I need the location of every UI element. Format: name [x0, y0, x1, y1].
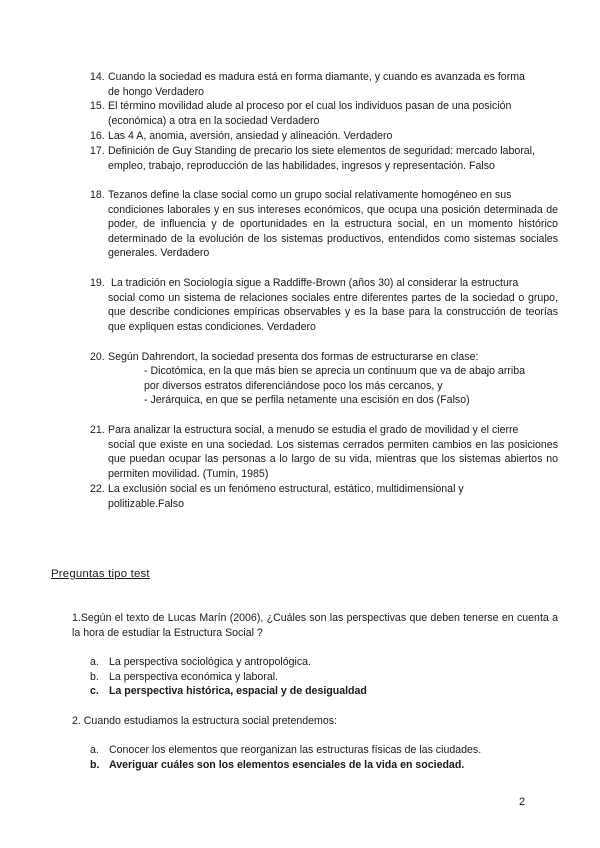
item-20-subpoint-a: - Dicotómica, en la que más bien se aprecia un continuum que va de abajo arriba — [144, 365, 526, 377]
item-number: 16. — [90, 130, 105, 142]
question-1-option-c — [90, 684, 558, 699]
option-text: Averiguar cuáles son los elementos esenciales de la vida en sociedad. — [109, 759, 465, 771]
list-item-19 — [90, 276, 558, 334]
item-text-continued: social que existe en una sociedad. Los sistemas cerrados permiten cambios en las posiciones que puedan ocupar las personas a lo largo de su vida, mientras que los sistemas abiertos no permiten movilidad. (Tumin, 1985) — [108, 438, 558, 480]
item-text-continued: empleo, trabajo, reproducción de las habilidades, ingresos y representación. Falso — [108, 159, 495, 172]
item-text-continued: politizable.Falso — [108, 497, 184, 510]
item-number: 14. — [90, 71, 105, 83]
item-text-continued: (económica) a otra en la sociedad Verdadero — [108, 114, 320, 127]
item-text: Para analizar la estructura social, a menudo se estudia el grado de movilidad y el cierre — [108, 424, 519, 436]
item-number: 21. — [90, 424, 105, 436]
list-item-18 — [90, 188, 558, 261]
item-text: Tezanos define la clase social como un grupo social relativamente homogéneo en sus — [108, 189, 512, 201]
option-text: La perspectiva económica y laboral. — [109, 671, 279, 683]
item-number: 18. — [90, 189, 105, 201]
list-item-21 — [90, 423, 558, 481]
option-text: La perspectiva histórica, espacial y de desigualdad — [109, 685, 367, 697]
list-item-20 — [90, 350, 558, 365]
item-text: Definición de Guy Standing de precario los siete elementos de seguridad: mercado laboral, — [108, 145, 535, 157]
option-letter: b. — [90, 671, 99, 683]
item-number: 19. — [90, 277, 105, 289]
list-item-14 — [90, 70, 558, 99]
item-number: 22. — [90, 483, 105, 495]
option-letter: a. — [90, 744, 99, 756]
item-20-subpoint-a-cont: por diversos estratos diferenciándose poco los más cercanos, y — [144, 380, 443, 392]
section-title: Preguntas tipo test — [51, 568, 150, 580]
option-letter: b. — [90, 759, 100, 771]
item-text: Según Dahrendort, la sociedad presenta dos formas de estructurarse en clase: — [108, 351, 479, 363]
list-item-22 — [90, 482, 558, 511]
item-number: 20. — [90, 351, 105, 363]
item-text-continued: de hongo Verdadero — [108, 85, 205, 98]
item-text-continued: condiciones laborales y en sus intereses económicos, que ocupa una posición determinada de poder, de influencia y de oportunidades en la estructura social, en un momento histórico determinado de la evolución de los sistemas productivos, entendidos como sistemas sociales generales. Verdadero — [108, 203, 558, 260]
question-2: 2. Cuando estudiamos la estructura social pretendemos: — [72, 715, 337, 727]
question-2-option-a — [90, 743, 558, 758]
question-1-option-b — [90, 670, 558, 685]
option-letter: c. — [90, 685, 99, 697]
item-text: La exclusión social es un fenómeno estructural, estático, multidimensional y — [108, 483, 464, 495]
option-text: Conocer los elementos que reorganizan las estructuras físicas de las ciudades. — [109, 744, 482, 756]
item-text-continued: social como un sistema de relaciones sociales entre diferentes partes de la sociedad o grupo, que describe condiciones empíricas observables y es la base para la construcción de teorías que expliquen estas condiciones. Verdadero — [108, 291, 558, 333]
item-number: 17. — [90, 145, 105, 157]
question-1-option-a — [90, 655, 558, 670]
item-text: El término movilidad alude al proceso por el cual los individuos pasan de una posición — [108, 100, 512, 112]
list-item-15 — [90, 99, 558, 128]
option-letter: a. — [90, 656, 99, 668]
item-text: La tradición en Sociología sigue a Raddiffe-Brown (años 30) al considerar la estructura — [108, 277, 519, 289]
list-item-16 — [90, 129, 558, 144]
item-20-subpoint-b: - Jerárquica, en que se perfila netamente una escisión en dos (Falso) — [144, 394, 470, 406]
item-text: Las 4 A, anomia, aversión, ansiedad y alineación. Verdadero — [108, 130, 393, 142]
item-number: 15. — [90, 100, 105, 112]
question-2-option-b — [90, 758, 558, 773]
page-number: 2 — [519, 796, 526, 808]
option-text: La perspectiva sociológica y antropológica. — [109, 656, 311, 668]
item-text: Cuando la sociedad es madura está en forma diamante, y cuando es avanzada es forma — [108, 71, 525, 83]
question-1: 1.Según el texto de Lucas Marín (2006), ¿Cuáles son las perspectivas que deben tenerse en cuenta a la hora de estudiar la Estructura Social ? — [72, 612, 558, 639]
list-item-17 — [90, 144, 558, 173]
